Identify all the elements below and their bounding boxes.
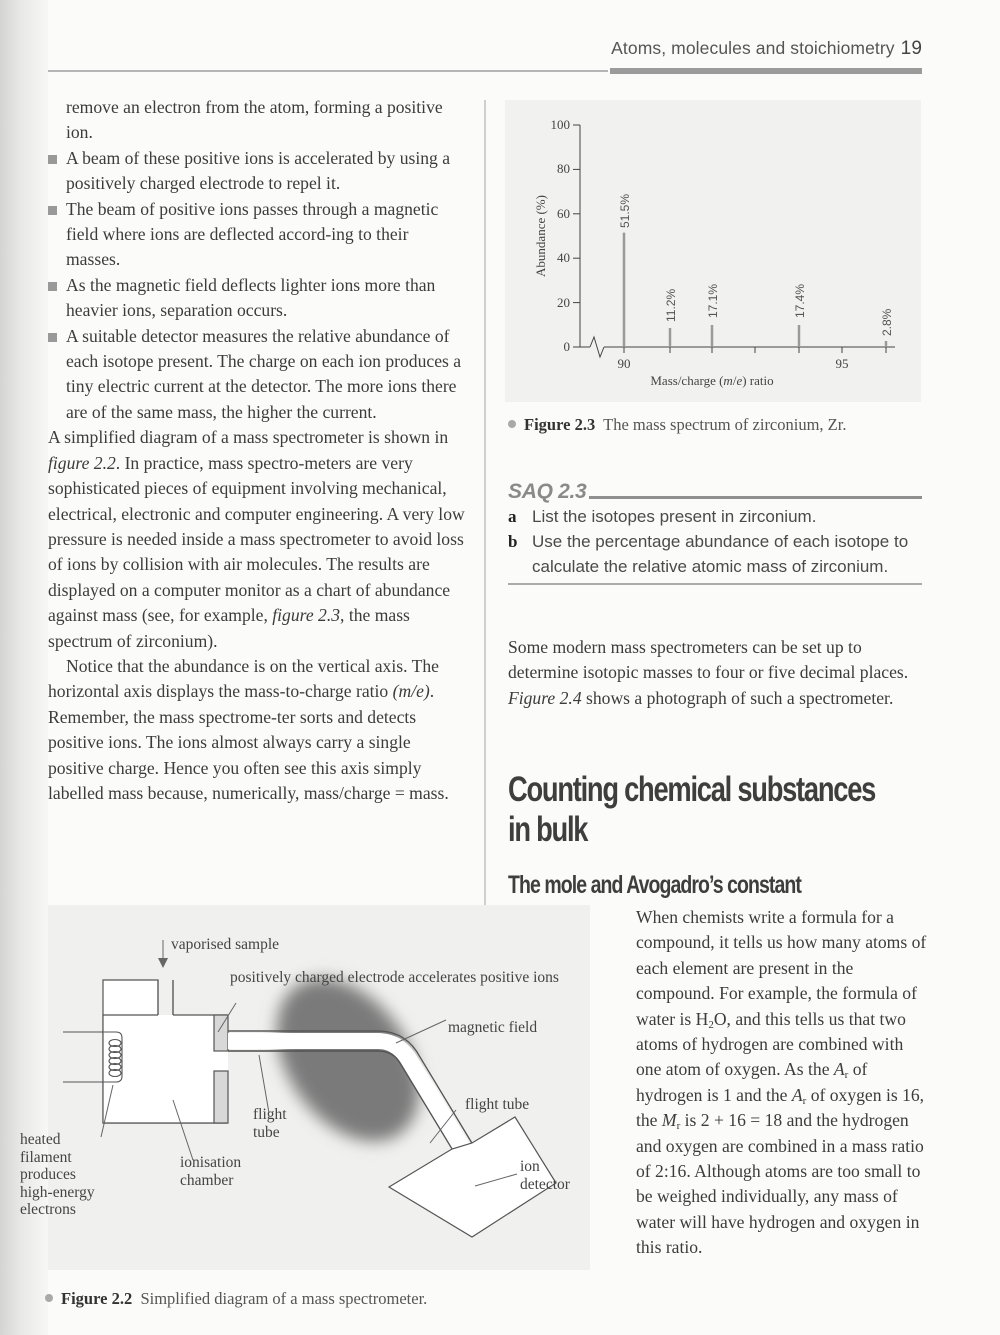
figure-2-2-caption: Figure 2.2 Simplified diagram of a mass spectrometer. bbox=[45, 1289, 427, 1309]
label-ionisation-chamber: ionisation chamber bbox=[180, 1154, 242, 1189]
svg-text:11.2%: 11.2% bbox=[664, 288, 678, 322]
svg-text:90: 90 bbox=[617, 356, 631, 371]
svg-text:60: 60 bbox=[557, 206, 570, 221]
svg-text:51.5%: 51.5% bbox=[618, 193, 632, 228]
svg-text:2.8%: 2.8% bbox=[880, 308, 894, 336]
svg-text:Mass/charge (m/e) ratio: Mass/charge (m/e) ratio bbox=[650, 373, 774, 388]
svg-text:40: 40 bbox=[557, 250, 570, 265]
running-head bbox=[611, 38, 922, 60]
subsection-heading: The mole and Avogadro’s constant bbox=[508, 871, 801, 899]
paragraph-axis-notice: Notice that the abundance is on the vertical axis. The horizontal axis displays the mass-to-charge ratio (m/e). Remember, the mass spectrome-ter sorts and detects positive ions. The ions almost always carry a single positive charge. Hence you often see this axis simply labelled mass because, numerically, mass/charge = mass. bbox=[48, 655, 449, 803]
square-bullet-icon bbox=[48, 333, 57, 342]
left-column bbox=[48, 95, 466, 806]
saq-box bbox=[508, 480, 922, 585]
label-vaporised-sample: vaporised sample bbox=[171, 936, 280, 953]
header-rule bbox=[48, 70, 608, 72]
caption-bullet-icon bbox=[45, 1294, 53, 1302]
svg-text:17.4%: 17.4% bbox=[793, 283, 807, 318]
mass-spectrum-chart bbox=[505, 100, 921, 402]
square-bullet-icon bbox=[48, 155, 57, 164]
diagram-svg bbox=[48, 905, 590, 1270]
chart-svg bbox=[505, 100, 921, 402]
header-rule-accent bbox=[610, 68, 922, 74]
figure-reference[interactable]: figure 2.3 bbox=[272, 605, 341, 626]
bullet-item: A suitable detector measures the relative abundance of each isotope present. The charge on each ion produces a tiny electric current at the detector. The more ions there are of the same mass, the higher the current. bbox=[48, 324, 466, 426]
bullet-continued: remove an electron from the atom, forming a positive ion. bbox=[66, 97, 443, 143]
label-ion-detector: ion detector bbox=[520, 1158, 570, 1193]
label-flight-tube-left: flight tube bbox=[253, 1106, 287, 1141]
svg-text:Abundance (%): Abundance (%) bbox=[533, 195, 548, 277]
process-bullet-list bbox=[48, 95, 466, 425]
saq-question: a List the isotopes present in zirconium. bbox=[508, 507, 817, 526]
square-bullet-icon bbox=[48, 206, 57, 215]
svg-text:80: 80 bbox=[557, 161, 570, 176]
label-flight-tube-right: flight tube bbox=[465, 1096, 530, 1113]
saq-question: b Use the percentage abundance of each isotope to calculate the relative atomic mass of zirconium. bbox=[508, 532, 909, 576]
figure-reference[interactable]: figure 2.2 bbox=[48, 452, 116, 473]
saq-bottom-rule bbox=[508, 583, 922, 585]
label-electrode: positively charged electrode accelerates positive ions bbox=[230, 969, 559, 986]
square-bullet-icon bbox=[48, 282, 57, 291]
figure-reference[interactable]: Figure 2.4 bbox=[508, 687, 582, 708]
label-magnetic-field: magnetic field bbox=[448, 1019, 538, 1036]
paragraph-spectrometer-intro: A simplified diagram of a mass spectrometer is shown in figure 2.2. In practice, mass spectro-meters are very sophisticated pieces of equipment involving mechanical, electrical, electronic and computer engineering. A very low pressure is needed inside a mass spectrometer to avoid loss of ions by collision with air molecules. The results are displayed on a computer monitor as a chart of abundance against mass (see, for example, figure 2.3, the mass spectrum of zirconium). bbox=[48, 427, 465, 651]
caption-bullet-icon bbox=[508, 420, 516, 428]
paragraph-modern-spectrometers: Some modern mass spectrometers can be set up to determine isotopic masses to four or five decimal places. Figure 2.4 shows a photograph of such a spectrometer. bbox=[508, 637, 909, 708]
mass-spectrometer-diagram bbox=[20, 905, 590, 1270]
svg-text:0: 0 bbox=[563, 339, 570, 354]
bullet-item: The beam of positive ions passes through a magnetic field where ions are deflected accord-ing to their masses. bbox=[48, 197, 466, 273]
svg-text:17.1%: 17.1% bbox=[706, 283, 720, 318]
bullet-item: A beam of these positive ions is accelerated by using a positively charged electrode to repel it. bbox=[48, 146, 466, 197]
section-heading: Counting chemical substances in bulk bbox=[508, 770, 876, 849]
paragraph-mole: When chemists write a formula for a compound, it tells us how many atoms of each element are present in the compound. For example, the formula of water is $H_2O$, and this tells us that two atoms of hydrogen are combined with one atom of oxygen. As the $A_r$ of hydrogen is 1 and the $A_r$ of oxygen is 16, the $M_r$ is 2 + 16 = 18 and the hydrogen and oxygen are combined in a mass ratio of 2:16. Although atoms are too small to be weighed individually, any mass of water will have hydrogen and oxygen in this ratio. bbox=[636, 907, 927, 1258]
saq-title: SAQ 2.3 bbox=[508, 480, 922, 504]
svg-text:95: 95 bbox=[835, 356, 849, 371]
chapter-title: Atoms, molecules and stoichiometry bbox=[611, 38, 895, 58]
svg-text:100: 100 bbox=[550, 117, 570, 132]
column-divider bbox=[484, 100, 486, 915]
bullet-item: As the magnetic field deflects lighter ions more than heavier ions, separation occurs. bbox=[48, 273, 466, 324]
label-heated-filament: heated filament produces high-energy electrons bbox=[20, 1131, 95, 1218]
svg-text:20: 20 bbox=[557, 295, 570, 310]
figure-2-3-caption: Figure 2.3 The mass spectrum of zirconium, Zr. bbox=[508, 415, 846, 435]
page-number: 19 bbox=[900, 38, 922, 59]
